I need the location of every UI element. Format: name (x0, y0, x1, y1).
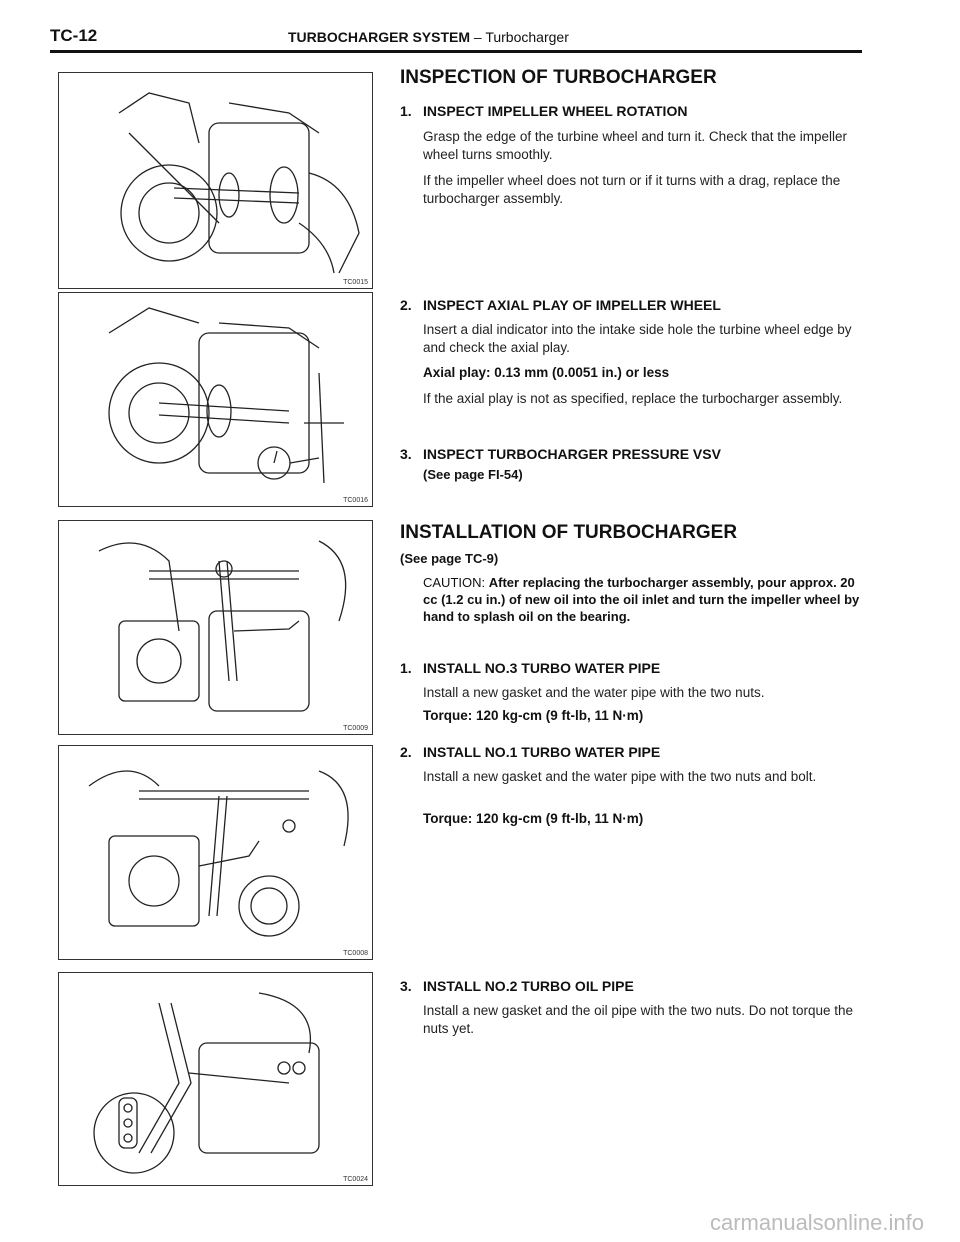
oil-pipe-illustration (59, 973, 372, 1185)
figure-label: TC0008 (343, 950, 368, 957)
step-number: 1. (400, 660, 412, 676)
section-name: TURBOCHARGER SYSTEM (288, 29, 471, 45)
inspection-step-1 (400, 103, 870, 119)
installation-step-2 (400, 744, 870, 760)
figure-no2-oil-pipe (58, 972, 373, 1186)
caution-text: After replacing the turbocharger assembly, pour approx. 20 cc (1.2 cu in.) of new oil into the oil inlet and turn the impeller wheel by hand to splash oil on the bearing. (423, 575, 860, 624)
dial-indicator-illustration (59, 293, 372, 506)
caution-note (423, 574, 868, 625)
figure-label: TC0016 (343, 497, 368, 504)
turbocharger-illustration (59, 73, 372, 288)
figure-impeller-rotation (58, 72, 373, 289)
water-pipe-illustration (59, 521, 372, 734)
page-reference: (See page TC-9) (400, 551, 499, 566)
page-reference: (See page FI-54) (423, 467, 523, 482)
figure-label: TC0015 (343, 279, 368, 286)
step-number: 1. (400, 103, 412, 119)
step-number: 2. (400, 744, 412, 760)
step-paragraph: Install a new gasket and the water pipe with the two nuts and bolt. (423, 769, 817, 784)
inspection-step-3 (400, 446, 870, 462)
installation-heading: INSTALLATION OF TURBOCHARGER (400, 522, 738, 543)
figure-axial-play (58, 292, 373, 507)
step-title: INSTALL NO.2 TURBO OIL PIPE (423, 978, 634, 994)
step-title: INSTALL NO.1 TURBO WATER PIPE (423, 744, 661, 760)
step-paragraph: If the axial play is not as specified, replace the turbocharger assembly. (423, 391, 843, 406)
installation-step-1 (400, 660, 870, 676)
step-title: INSPECT AXIAL PLAY OF IMPELLER WHEEL (423, 297, 721, 313)
axial-play-spec: Axial play: 0.13 mm (0.0051 in.) or less (423, 365, 670, 380)
figure-no1-water-pipe (58, 745, 373, 960)
inspection-heading: INSPECTION OF TURBOCHARGER (400, 67, 717, 88)
page-number: TC-12 (50, 26, 98, 45)
caution-label: CAUTION: (423, 575, 486, 590)
step-paragraph: Grasp the edge of the turbine wheel and turn it. Check that the impeller wheel turns smoothly. (423, 129, 847, 162)
step-paragraph: Install a new gasket and the oil pipe with the two nuts. Do not torque the nuts yet. (423, 1003, 854, 1036)
subsection-name: – Turbocharger (473, 29, 569, 45)
step-paragraph: Install a new gasket and the water pipe with the two nuts. (423, 685, 765, 700)
step-paragraph: Insert a dial indicator into the intake side hole the turbine wheel edge by and check the axial play. (423, 322, 852, 355)
torque-spec: Torque: 120 kg-cm (9 ft-lb, 11 N·m) (423, 708, 644, 723)
figure-label: TC0024 (343, 1176, 368, 1183)
installation-step-3 (400, 978, 870, 994)
step-title: INSTALL NO.3 TURBO WATER PIPE (423, 660, 661, 676)
section-title (288, 29, 569, 45)
water-pipe-bolt-illustration (59, 746, 372, 959)
step-number: 2. (400, 297, 412, 313)
step-title: INSPECT IMPELLER WHEEL ROTATION (423, 103, 688, 119)
watermark: carmanualsonline.info (709, 1210, 924, 1235)
header-rule (50, 50, 862, 53)
step-title: INSPECT TURBOCHARGER PRESSURE VSV (423, 446, 721, 462)
step-paragraph: If the impeller wheel does not turn or if it turns with a drag, replace the turbocharger assembly. (423, 173, 841, 206)
figure-no3-water-pipe (58, 520, 373, 735)
inspection-step-2 (400, 297, 870, 313)
figure-label: TC0009 (343, 725, 368, 732)
torque-spec: Torque: 120 kg-cm (9 ft-lb, 11 N·m) (423, 811, 644, 826)
step-number: 3. (400, 978, 412, 994)
step-number: 3. (400, 446, 412, 462)
